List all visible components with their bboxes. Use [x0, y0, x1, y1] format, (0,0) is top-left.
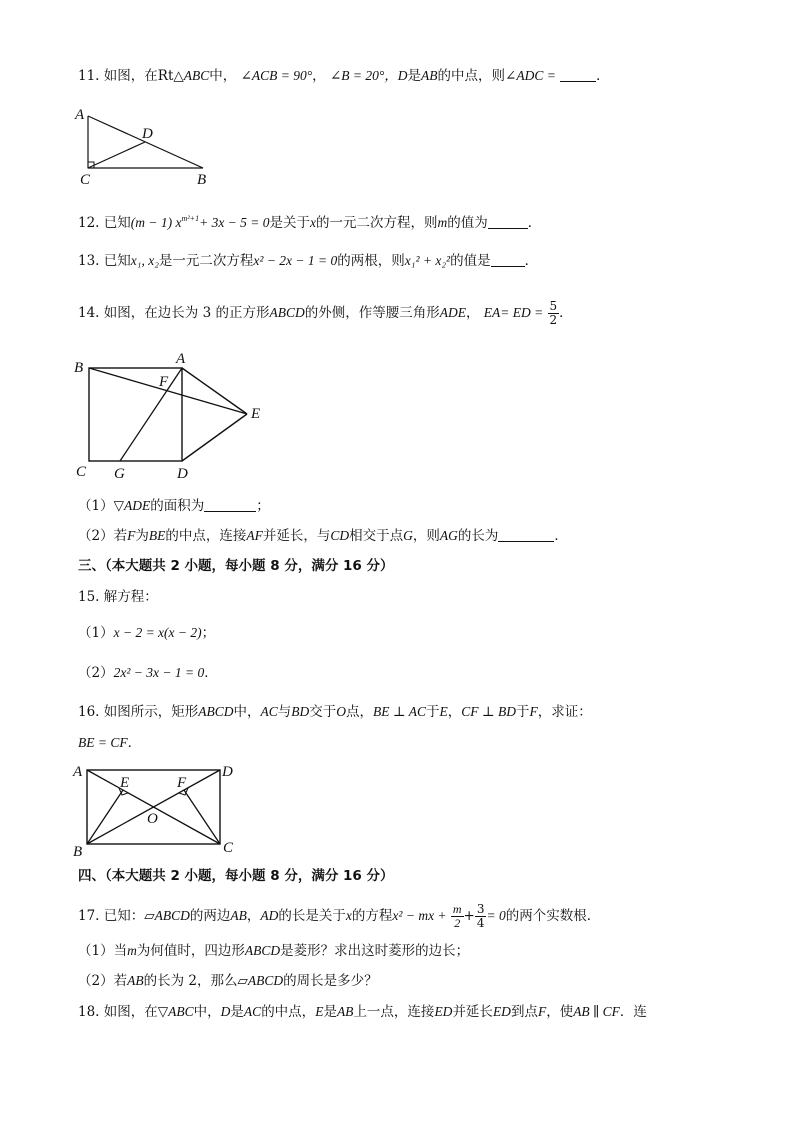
q17-frac1-num: m	[452, 902, 462, 916]
q17-text	[78, 903, 600, 930]
q14-number: 14.	[78, 305, 100, 321]
q13-number: 13.	[78, 253, 100, 269]
q16-text-a: 如图所示，矩形	[103, 704, 199, 720]
q14-figure	[70, 348, 270, 482]
q18-text-h: 到点	[510, 1004, 538, 1020]
section-4-heading: 四、（本大题共 2 小题，每小题 8 分，满分 16 分）	[78, 868, 394, 884]
q15-text	[78, 588, 158, 606]
q15-sub1-end: ；	[201, 625, 216, 641]
q16-text-i: ，求证：	[537, 704, 592, 720]
q17-ad: AD	[260, 908, 279, 923]
q18-parallel: AB ∥ CF	[573, 1004, 620, 1019]
q15-sub1-prefix: （1）	[78, 625, 114, 641]
q16-label-e: E	[120, 775, 130, 791]
q16-number: 16.	[78, 704, 100, 720]
q14-label-g: G	[114, 466, 125, 482]
q16-perp-cf-bd: CF ⊥ BD	[461, 704, 516, 719]
q13-text-d: 的值是	[450, 253, 491, 269]
q14-label-b: B	[74, 360, 84, 376]
q18-text	[78, 1003, 647, 1021]
q16-o: O	[336, 704, 347, 719]
q14-frac-num: 5	[549, 299, 558, 313]
q12-text-b: 是关于	[269, 215, 311, 231]
q14-text-c: ，	[465, 305, 480, 321]
q14-text-b: 的外侧，作等腰三角形	[304, 305, 440, 321]
q18-f: F	[537, 1004, 547, 1019]
q14-label-d: D	[177, 466, 188, 482]
q14-sub2-ag: AG	[439, 528, 458, 543]
q17-sub2	[78, 972, 378, 990]
q12-text-d: 的值为	[447, 215, 488, 231]
q12-text-c: 的一元二次方程，则	[316, 215, 438, 231]
q17-sub2-text-a: 的长为 2，那么	[143, 973, 238, 989]
q14-sub2-g: G	[403, 528, 413, 543]
q17-sub2-prefix: （2）若	[78, 973, 128, 989]
q11-figure	[70, 104, 220, 188]
q17-text-e: 的两个实数根．	[505, 908, 601, 924]
q14-sub1-answer-blank[interactable]	[204, 497, 256, 512]
q11-answer-blank[interactable]	[560, 67, 596, 82]
q17-frac1-den: 2	[454, 916, 461, 930]
q17-number: 17.	[78, 908, 100, 924]
q18-text-f: 上一点，连接	[353, 1004, 435, 1020]
q18-text-e: 是	[323, 1004, 337, 1020]
q14-sub2-text-e: ，则	[412, 528, 440, 544]
q12-number: 12.	[78, 215, 100, 231]
q18-text-d: 的中点，	[261, 1004, 316, 1020]
q11-text-d: 的中点，则	[437, 68, 506, 84]
q17-eq-b: = 0	[486, 908, 506, 923]
q17-frac2-den: 4	[476, 916, 485, 930]
q14-sub1-ade: ADE	[123, 498, 151, 513]
q18-text-c: 是	[230, 1004, 244, 1020]
q14-sub2-prefix: （2）若	[78, 528, 128, 544]
q13-text-a: 已知	[103, 253, 131, 269]
q17-sub1	[78, 942, 469, 960]
q11-point-d: D	[397, 68, 408, 83]
q13-answer-blank[interactable]	[491, 252, 525, 267]
q14-sub1	[78, 497, 270, 515]
q14-label-c: C	[76, 464, 87, 480]
q15-sub2-end: ．	[204, 665, 218, 681]
q13-equation: x² − 2x − 1 = 0	[253, 253, 338, 268]
q11-triangle-name: ABC	[183, 68, 210, 83]
q16-text-h: 于	[515, 704, 530, 720]
q14-fraction	[548, 300, 560, 327]
q14-text	[78, 300, 573, 327]
q17-sub2-ab: AB	[127, 973, 144, 988]
q17-text-c: 的长是关于	[278, 908, 346, 924]
q18-text-i: ，使	[546, 1004, 574, 1020]
q17-sub1-abcd: ABCD	[244, 943, 281, 958]
q16-text-b: 中，	[233, 704, 261, 720]
q18-text-g: 并延长	[452, 1004, 493, 1020]
q11-angle-adc: ∠ADC =	[505, 68, 556, 83]
q17-frac-m-2	[451, 903, 464, 930]
q17-abcd: ABCD	[154, 908, 190, 923]
q14-frac-den: 2	[549, 313, 558, 327]
q14-sub1-prefix: （1）	[78, 498, 114, 514]
q11-sep: ，	[312, 68, 326, 84]
q14-triangle-name: ADE	[439, 305, 466, 320]
q16-ac: AC	[260, 704, 278, 719]
q11-label-b: B	[197, 172, 207, 188]
q17-text-b: 的两边	[189, 908, 231, 924]
q14-ea-ed: EA= ED =	[483, 305, 544, 320]
q18-triangle-symbol: ▽	[157, 1004, 169, 1020]
q14-label-e: E	[251, 406, 261, 422]
q11-label-d: D	[142, 126, 153, 142]
q12-text	[78, 210, 541, 232]
q12-end: ．	[527, 215, 542, 231]
q18-text-j: ．连	[619, 1004, 647, 1020]
q11-angle-b: ∠B = 20°，	[329, 68, 398, 83]
q16-label-a: A	[73, 764, 83, 780]
q17-sub2-symbol: ▱	[237, 973, 248, 989]
q14-label-a: A	[176, 351, 186, 367]
q16-label-c: C	[223, 840, 234, 856]
q11-rt: Rt△	[157, 68, 184, 84]
q12-var-x: x	[310, 215, 317, 230]
q12-expr-b: + 3x − 5 = 0	[199, 215, 270, 230]
q18-ed2: ED	[492, 1004, 511, 1019]
section-3-heading: 三、（本大题共 2 小题，每小题 8 分，满分 16 分）	[78, 558, 394, 574]
q17-sub1-text-b: 是菱形？求出这时菱形的边长；	[280, 943, 470, 959]
q14-square-name: ABCD	[269, 305, 305, 320]
q16-text-g: ，	[447, 704, 462, 720]
q18-d: D	[220, 1004, 231, 1019]
q17-ab: AB	[230, 908, 247, 923]
q11-text-b: 中，	[209, 68, 237, 84]
q18-abc: ABC	[168, 1004, 194, 1019]
q13-expression: x₁² + x₂²	[404, 253, 451, 268]
q16-e: E	[439, 704, 448, 719]
q11-label-c: C	[80, 172, 91, 188]
q16-label-o: O	[147, 811, 158, 827]
q11-label-a: A	[75, 107, 85, 123]
q11-text-a: 如图，在	[103, 68, 158, 84]
q18-ab: AB	[336, 1004, 354, 1019]
q14-sub1-text: 的面积为	[150, 498, 205, 514]
q17-sub2-text-b: 的周长是多少？	[283, 973, 378, 989]
q14-end: ．	[559, 305, 573, 321]
q13-text-c: 的两根，则	[337, 253, 405, 269]
q16-label-d: D	[222, 764, 233, 780]
q16-f: F	[529, 704, 538, 719]
q16-text-d: 交于	[309, 704, 337, 720]
q16-label-b: B	[73, 844, 83, 860]
q17-plus: +	[463, 908, 475, 924]
q17-sub2-abcd: ABCD	[247, 973, 284, 988]
q15-sub1-equation: x − 2 = x(x − 2)	[113, 625, 202, 640]
q16-text-f: 于	[426, 704, 440, 720]
q18-text-b: 中，	[193, 1004, 221, 1020]
q14-sub2	[78, 527, 568, 545]
q14-sub2-end: ．	[554, 528, 568, 544]
q14-sub2-answer-blank[interactable]	[498, 527, 554, 542]
q13-end: ．	[524, 253, 539, 269]
q17-comma: ，	[246, 908, 261, 924]
q16-bd: BD	[291, 704, 310, 719]
q11-text-c: 是	[407, 68, 422, 84]
q11-angle-acb: ∠ACB = 90°	[240, 68, 313, 83]
q17-frac2-num: 3	[476, 902, 485, 916]
q14-text-a: 如图，在边长为 3 的正方形	[103, 305, 270, 321]
q15-sub2-prefix: （2）	[78, 665, 114, 681]
q16-perp-be-ac: BE ⊥ AC	[373, 704, 426, 719]
q16-figure	[70, 760, 250, 860]
q14-sub2-text-b: 的中点，连接	[165, 528, 247, 544]
q15-sub1	[78, 624, 215, 642]
q15-sub2	[78, 664, 218, 682]
q17-text-d: 的方程	[351, 908, 393, 924]
q18-text-a: 如图，在	[103, 1004, 158, 1020]
q17-sub1-m: m	[127, 943, 137, 958]
q12-expr-a: (m − 1) x	[130, 215, 182, 230]
q14-sub1-end: ；	[256, 498, 270, 514]
q17-x: x	[345, 908, 352, 923]
q12-text-a: 已知	[103, 215, 131, 231]
q16-text-c: 与	[277, 704, 292, 720]
q14-sub2-text-a: 为	[135, 528, 149, 544]
q14-label-f: F	[159, 374, 169, 390]
q14-sub1-symbol: ▽	[113, 498, 124, 514]
q16-rect-name: ABCD	[198, 704, 234, 719]
q12-answer-blank[interactable]	[488, 214, 528, 229]
q11-text	[78, 67, 610, 85]
q14-sub2-f: F	[127, 528, 136, 543]
q16-end: ．	[127, 735, 142, 751]
q18-number: 18.	[78, 1004, 100, 1020]
q17-sub1-text-a: 为何值时，四边形	[136, 943, 245, 959]
q14-sub2-text-c: 并延长，与	[262, 528, 331, 544]
q16-text-e: 点，	[346, 704, 374, 720]
q16-text	[78, 703, 592, 721]
q14-sub2-af: AF	[246, 528, 263, 543]
q17-frac-3-4	[475, 903, 487, 930]
q16-label-f: F	[177, 775, 187, 791]
q18-ac: AC	[243, 1004, 262, 1019]
q12-var-m: m	[437, 215, 448, 230]
q18-e: E	[315, 1004, 324, 1019]
q15-sub2-equation: 2x² − 3x − 1 = 0	[113, 665, 205, 680]
q15-instruction: 解方程：	[103, 589, 158, 605]
q12-exponent: m²+1	[181, 214, 200, 223]
q17-text-a: 已知：	[103, 908, 145, 924]
q11-segment-ab: AB	[421, 68, 438, 83]
q16-prove	[78, 734, 141, 752]
q11-end: ．	[596, 68, 610, 84]
q11-number: 11.	[78, 68, 100, 84]
q13-roots: x₁, x₂	[130, 253, 159, 268]
q14-sub2-text-f: 的长为	[457, 528, 499, 544]
q17-sub1-prefix: （1）当	[78, 943, 128, 959]
q13-text	[78, 252, 538, 270]
q15-number: 15.	[78, 589, 100, 605]
q17-parallelogram-symbol: ▱	[144, 908, 155, 924]
q14-sub2-text-d: 相交于点	[349, 528, 404, 544]
q17-eq-a: x² − mx +	[392, 908, 447, 923]
q13-text-b: 是一元二次方程	[158, 253, 254, 269]
q14-sub2-be: BE	[148, 528, 166, 543]
q14-sub2-cd: CD	[330, 528, 350, 543]
q16-prove-statement: BE = CF	[78, 735, 128, 750]
q18-ed: ED	[434, 1004, 453, 1019]
